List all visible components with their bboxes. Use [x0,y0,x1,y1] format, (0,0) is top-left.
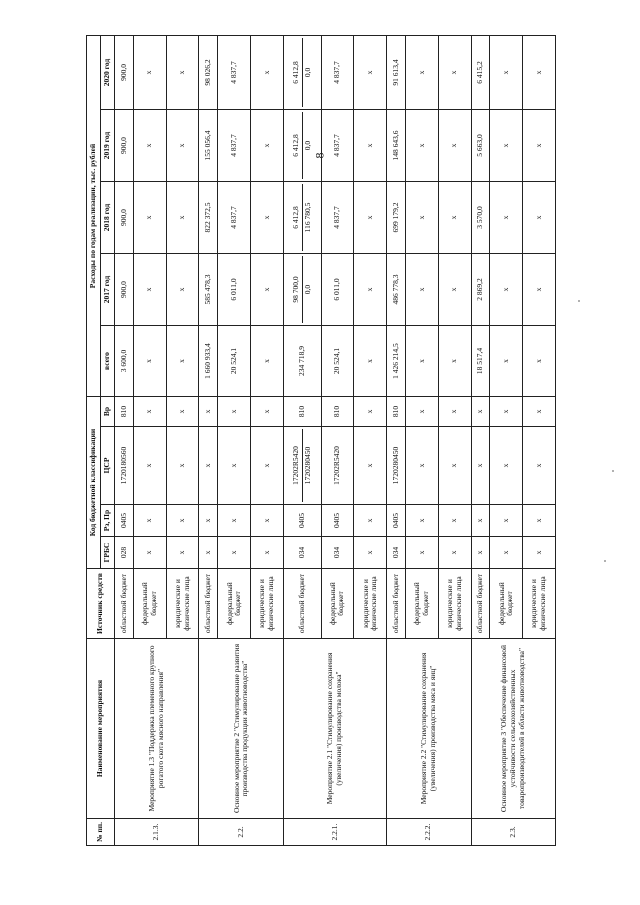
amount-y2019 [218,110,251,182]
amount-value: x [500,70,510,75]
funding-source: юридические и физические лица [523,569,556,639]
funding-source: областной бюджет [283,569,321,639]
amount-value: 822 372,5 [203,202,213,233]
amount-value: x [177,215,187,220]
amount-y2017 [115,254,134,326]
code-csr-value: 1720180560 [118,446,128,485]
amount-value: x [449,70,459,75]
amount-value: 155 056,4 [203,130,213,161]
amount-value: 900,0 [118,281,128,298]
amount-y2017 [133,254,166,326]
amount-y2017 [251,254,284,326]
code-csr-value: x [228,463,238,468]
funding-source: федеральный бюджет [490,569,523,639]
header-total: всего [101,326,115,397]
budget-table [86,35,556,846]
table-row [387,35,406,845]
scan-speck [612,470,614,472]
measure-name: Основное мероприятие 2 "Стимулирование развития производства продукции животноводства" [199,639,283,819]
amount-value: x [261,70,271,75]
amount-value: 486 778,3 [390,274,400,305]
funding-source: федеральный бюджет [321,569,354,639]
code-grbs: x [218,537,251,569]
measure-name: Мероприятие 1.3 "Поддержка племенного крупного рогатого скота мясного направления" [115,639,199,819]
code-grbs: x [471,537,490,569]
row-number: 2.2. [199,819,283,846]
amount-value: x [449,287,459,292]
code-vr: x [405,397,438,427]
amount-y2018 [387,182,406,254]
code-rzpr: x [251,505,284,537]
amount-value: 585 478,3 [203,274,213,305]
code-grbs: x [405,537,438,569]
amount-value: 6 415,2 [475,61,485,84]
code-csr [438,427,471,505]
amount-y2018 [251,182,284,254]
code-csr-value: 17202R5420 [291,446,301,485]
code-grbs: x [251,537,284,569]
code-csr-value: 1720280450 [390,446,400,485]
amount-value: 0,0 [302,256,313,323]
code-vr: x [523,397,556,427]
amount-y2017 [166,254,199,326]
amount-value: x [177,287,187,292]
amount-y2020 [490,35,523,109]
amount-y2018 [438,182,471,254]
code-csr-value: x [449,463,459,468]
row-number: 2.3. [471,819,555,846]
header-num: № пп. [87,819,115,846]
amount-value: 6 011,0 [332,278,342,301]
amount-value: x [416,70,426,75]
table-header [87,35,115,845]
code-grbs: 028 [115,537,134,569]
total-amount: 1 426 214,5 [387,326,406,397]
amount-value: x [500,215,510,220]
total-amount: x [133,326,166,397]
header-code-vr: Вр [101,397,115,427]
amount-y2019 [133,110,166,182]
page-number: 8 [312,152,327,159]
amount-value: 91 613,4 [390,59,400,86]
code-csr-value: x [533,463,543,468]
amount-value: 6 412,8 [291,61,301,84]
total-amount: x [405,326,438,397]
total-amount: 20 524,1 [218,326,251,397]
amount-y2019 [490,110,523,182]
amount-value: x [177,143,187,148]
code-rzpr: x [471,505,490,537]
amount-value: x [533,215,543,220]
amount-value: 4 837,7 [332,134,342,157]
scan-speck [578,300,580,302]
table-row [283,35,321,845]
amount-value: 6 412,8 [291,206,301,229]
amount-y2018 [405,182,438,254]
code-csr-value: x [144,463,154,468]
amount-y2018 [354,182,387,254]
amount-y2020 [218,35,251,109]
code-rzpr: x [523,505,556,537]
amount-value: x [533,287,543,292]
amount-value: x [533,143,543,148]
code-grbs: x [166,537,199,569]
funding-source: федеральный бюджет [218,569,251,639]
code-csr [523,427,556,505]
amount-value: x [449,143,459,148]
amount-value: 6 412,8 [291,134,301,157]
code-csr [490,427,523,505]
total-amount: x [490,326,523,397]
table-row [115,35,134,845]
amount-value: 4 837,7 [228,134,238,157]
amount-y2019 [251,110,284,182]
code-csr-value: x [177,463,187,468]
row-number: 2.2.1. [283,819,386,846]
amount-y2020 [387,35,406,109]
table-row [199,35,218,845]
amount-value: 900,0 [118,64,128,81]
code-grbs: 034 [283,537,321,569]
code-grbs: x [523,537,556,569]
code-vr: x [251,397,284,427]
amount-value: x [500,287,510,292]
amount-y2020 [283,35,321,109]
amount-value: 900,0 [118,209,128,226]
total-amount: x [251,326,284,397]
amount-y2020 [438,35,471,109]
code-vr: x [490,397,523,427]
amount-y2017 [438,254,471,326]
amount-value: x [261,287,271,292]
code-csr [115,427,134,505]
header-year-2019: 2019 год [101,110,115,182]
header-year-2018: 2018 год [101,182,115,254]
measure-name: Мероприятие 2.1 "Стимулирование сохранения (увеличения) производства молока" [283,639,386,819]
header-code-group: Код бюджетной классификации [87,397,101,569]
funding-source: областной бюджет [115,569,134,639]
amount-value: 699 179,2 [390,202,400,233]
amount-value: 2 869,2 [475,278,485,301]
amount-y2017 [523,254,556,326]
code-vr: 810 [115,397,134,427]
amount-y2019 [166,110,199,182]
amount-value: 0,0 [302,112,313,179]
amount-value: 4 837,7 [228,206,238,229]
amount-value: 148 643,6 [390,130,400,161]
amount-y2018 [490,182,523,254]
code-csr [405,427,438,505]
measure-name: Основное мероприятие 3 "Обеспечение финансовой устойчивости сельскохозяйственных товаропроизводителей в области животноводства" [471,639,555,819]
code-csr [354,427,387,505]
funding-source: юридические и физические лица [166,569,199,639]
amount-value: x [144,143,154,148]
amount-y2018 [199,182,218,254]
code-csr-value: x [475,463,485,468]
header-year-2017: 2017 год [101,254,115,326]
funding-source: юридические и физические лица [438,569,471,639]
total-amount: x [354,326,387,397]
amount-y2020 [115,35,134,109]
measure-name: Мероприятие 2.2 "Стимулирование сохранения (увеличения) производства мяса и яиц" [387,639,471,819]
code-rzpr: x [199,505,218,537]
amount-y2018 [471,182,490,254]
total-amount: 1 660 933,4 [199,326,218,397]
amount-value: 4 837,7 [228,61,238,84]
header-code-grbs: ГРБС [101,537,115,569]
amount-value: x [500,143,510,148]
amount-y2019 [354,110,387,182]
amount-value: x [416,287,426,292]
code-csr-value: x [500,463,510,468]
amount-y2020 [133,35,166,109]
amount-y2017 [387,254,406,326]
code-csr [387,427,406,505]
code-rzpr: x [166,505,199,537]
amount-y2017 [321,254,354,326]
amount-value: x [364,215,374,220]
header-code-csr: ЦСР [101,427,115,505]
amount-value: 6 011,0 [228,278,238,301]
code-vr: x [438,397,471,427]
table-body [115,35,556,845]
header-source: Источник средств [87,569,115,639]
code-grbs: 034 [321,537,354,569]
amount-y2017 [354,254,387,326]
amount-y2017 [405,254,438,326]
amount-value: 98 700,0 [291,276,301,303]
table-row [471,35,490,845]
amount-y2020 [251,35,284,109]
amount-y2018 [523,182,556,254]
amount-y2018 [218,182,251,254]
funding-source: областной бюджет [199,569,218,639]
code-csr-value: 17202R5420 [332,446,342,485]
amount-value: x [416,215,426,220]
amount-y2020 [523,35,556,109]
code-rzpr: x [438,505,471,537]
amount-value: x [144,70,154,75]
total-amount: 20 524,1 [321,326,354,397]
funding-source: юридические и физические лица [251,569,284,639]
amount-y2019 [405,110,438,182]
amount-y2017 [471,254,490,326]
amount-y2020 [166,35,199,109]
code-vr: x [133,397,166,427]
code-grbs: x [438,537,471,569]
amount-y2018 [321,182,354,254]
header-code-rzpr: Рз, Пр [101,505,115,537]
funding-source: областной бюджет [387,569,406,639]
rotated-table-container [86,36,556,846]
code-csr-value: x [364,463,374,468]
amount-y2019 [387,110,406,182]
amount-value: x [261,215,271,220]
amount-y2017 [218,254,251,326]
amount-value: x [144,215,154,220]
funding-source: областной бюджет [471,569,490,639]
amount-value: 0,0 [302,38,313,107]
amount-value: 4 837,7 [332,206,342,229]
amount-value: x [144,287,154,292]
code-grbs: x [354,537,387,569]
code-csr [133,427,166,505]
row-number: 2.1.3. [115,819,199,846]
amount-y2019 [471,110,490,182]
code-vr: x [218,397,251,427]
amount-y2018 [115,182,134,254]
amount-value: x [364,287,374,292]
funding-source: федеральный бюджет [405,569,438,639]
code-rzpr: x [490,505,523,537]
amount-value: 4 837,7 [332,61,342,84]
amount-y2019 [438,110,471,182]
code-csr [471,427,490,505]
code-csr-value: x [203,463,213,468]
code-rzpr: 0405 [115,505,134,537]
code-vr: x [166,397,199,427]
code-grbs: x [199,537,218,569]
funding-source: федеральный бюджет [133,569,166,639]
code-rzpr: x [405,505,438,537]
code-csr [199,427,218,505]
code-vr: x [354,397,387,427]
amount-y2017 [283,254,321,326]
code-csr-value: 1720280450 [302,429,313,502]
code-grbs: x [133,537,166,569]
scan-speck [604,560,606,562]
amount-y2019 [523,110,556,182]
amount-y2019 [199,110,218,182]
code-csr [166,427,199,505]
amount-y2018 [283,182,321,254]
amount-value: x [533,70,543,75]
amount-y2020 [321,35,354,109]
code-vr: x [471,397,490,427]
amount-value: x [364,70,374,75]
total-amount: 18 517,4 [471,326,490,397]
amount-y2020 [405,35,438,109]
amount-value: x [177,70,187,75]
total-amount: x [166,326,199,397]
amount-y2018 [166,182,199,254]
header-year-2020: 2020 год [101,35,115,109]
code-rzpr: x [218,505,251,537]
code-rzpr: x [133,505,166,537]
amount-y2020 [354,35,387,109]
amount-y2017 [199,254,218,326]
total-amount: 234 718,9 [283,326,321,397]
row-number: 2.2.2. [387,819,471,846]
total-amount: x [438,326,471,397]
code-rzpr: 0405 [283,505,321,537]
code-csr [218,427,251,505]
amount-value: 900,0 [118,137,128,154]
code-csr [321,427,354,505]
amount-value: x [449,215,459,220]
funding-source: юридические и физические лица [354,569,387,639]
amount-value: x [364,143,374,148]
code-grbs: x [490,537,523,569]
code-csr-value: x [416,463,426,468]
amount-value: 116 780,5 [302,184,313,251]
amount-y2018 [133,182,166,254]
total-amount: x [523,326,556,397]
amount-y2019 [115,110,134,182]
code-vr: 810 [283,397,321,427]
amount-y2020 [199,35,218,109]
code-vr: 810 [321,397,354,427]
amount-y2019 [283,110,321,182]
amount-value: x [261,143,271,148]
amount-y2020 [471,35,490,109]
code-rzpr: 0405 [321,505,354,537]
code-csr-value: x [261,463,271,468]
code-vr: 810 [387,397,406,427]
code-grbs: 034 [387,537,406,569]
amount-y2017 [490,254,523,326]
code-csr [251,427,284,505]
header-name: Наименование мероприятия [87,639,115,819]
amount-value: x [416,143,426,148]
amount-value: 5 663,0 [475,134,485,157]
header-expense-group: Расходы по годам реализации, тыс. рублей [87,35,101,396]
code-rzpr: x [354,505,387,537]
code-csr [283,427,321,505]
total-amount: 3 600,0 [115,326,134,397]
amount-value: 3 570,0 [475,206,485,229]
amount-y2019 [321,110,354,182]
code-rzpr: 0405 [387,505,406,537]
code-vr: x [199,397,218,427]
amount-value: 98 026,2 [203,59,213,86]
